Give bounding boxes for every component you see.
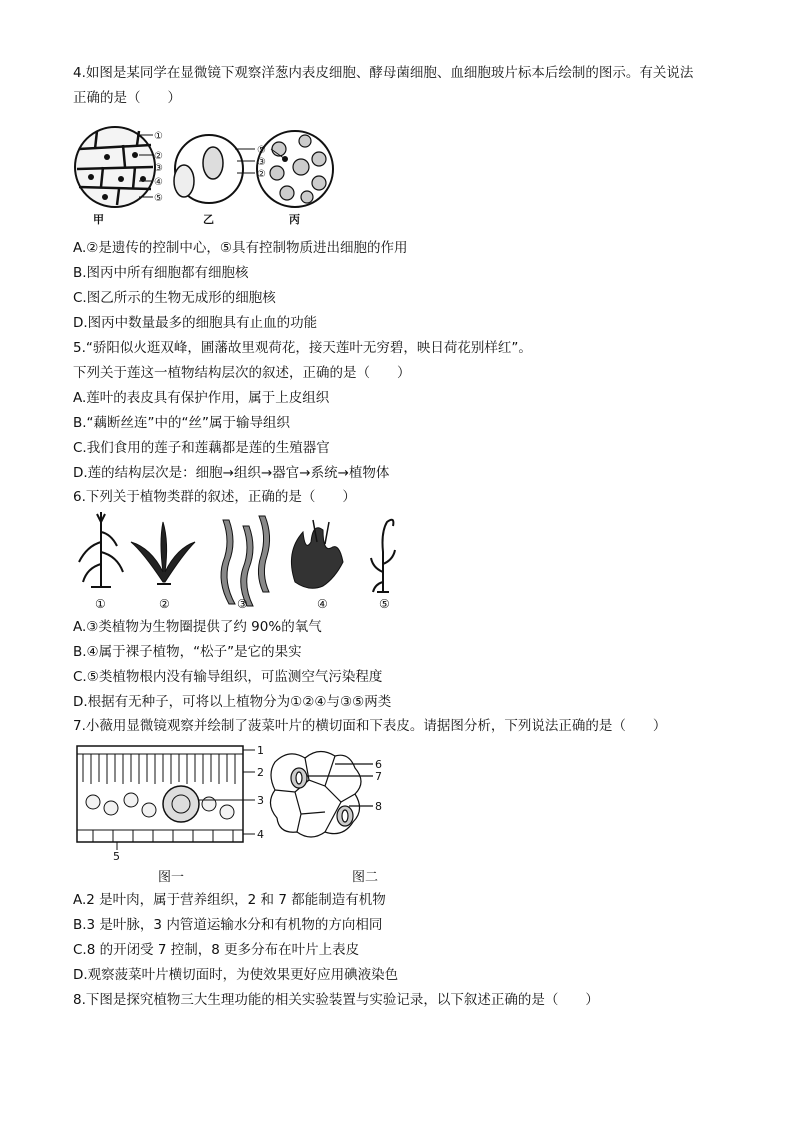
q7-leaf-figure: [73, 742, 413, 862]
q4-cell-figure: [73, 123, 343, 228]
moss-plant-icon: [291, 520, 343, 588]
q4-option-d: D.图丙中数量最多的细胞具有止血的功能: [73, 315, 318, 331]
leaf-lower-epidermis: [270, 751, 373, 837]
plant-label-5: ⑤: [379, 597, 390, 611]
q7-option-a: A.2 是叶肉，属于营养组织，2 和 7 都能制造有机物: [73, 892, 386, 908]
callout-right-2: ②: [257, 169, 266, 180]
q8-stem: 8.下图是探究植物三大生理功能的相关实验装置与实验记录，以下叙述正确的是（ ）: [73, 992, 599, 1008]
q6-option-a: A.③类植物为生物圈提供了约 90%的氧气: [73, 619, 322, 635]
fig1-number-4: 4: [257, 828, 264, 841]
callout-left-2: ②: [154, 151, 163, 162]
callout-left-4: ④: [154, 177, 163, 188]
callout-left-3: ③: [154, 163, 163, 174]
q5-stem-line2: 下列关于莲这一植物结构层次的叙述，正确的是（ ）: [73, 365, 411, 381]
q7-option-b: B.3 是叶脉，3 内管道运输水分和有机物的方向相同: [73, 917, 383, 933]
q4-stem-line1: 4.如图是某同学在显微镜下观察洋葱内表皮细胞、酵母菌细胞、血细胞玻片标本后绘制的图示。有关说法: [73, 65, 694, 81]
q6-option-c: C.⑤类植物根内没有输导组织，可监测空气污染程度: [73, 669, 383, 685]
plant-label-2: ②: [159, 597, 170, 611]
callout-left-5: ⑤: [154, 193, 163, 204]
q4-stem-line2: 正确的是（ ）: [73, 90, 181, 106]
q4-option-b: B.图丙中所有细胞都有细胞核: [73, 265, 249, 281]
q7-option-c: C.8 的开闭受 7 控制，8 更多分布在叶片上表皮: [73, 942, 360, 958]
q5-option-d: D.莲的结构层次是：细胞→组织→器官→系统→植物体: [73, 465, 390, 481]
plant-label-4: ④: [317, 597, 328, 611]
q6-option-d: D.根据有无种子，可将以上植物分为①②④与③⑤两类: [73, 694, 392, 710]
fig1-number-3: 3: [257, 794, 264, 807]
q7-stem: 7.小薇用显微镜观察并绘制了菠菜叶片的横切面和下表皮。请据图分析，下列说法正确的是（ ）: [73, 718, 667, 734]
callout-left-1: ①: [154, 131, 163, 142]
algae-strands-icon: [221, 516, 270, 606]
fig1-number-5: 5: [113, 850, 120, 862]
fig2-number-7: 7: [375, 770, 382, 783]
fig2-caption: 图二: [352, 870, 379, 885]
q7-option-d: D.观察菠菜叶片横切面时，为使效果更好应用碘液染色: [73, 967, 399, 983]
blood-cells-view: [257, 131, 333, 207]
q5-stem-line1: 5.“骄阳似火逛双峰，圃藩故里观荷花，接天莲叶无穷碧，映日荷花别样红”。: [73, 340, 532, 356]
q5-option-c: C.我们食用的莲子和莲藕都是莲的生殖器官: [73, 440, 330, 456]
callout-right-3: ③: [257, 157, 266, 168]
q6-plants-figure: [73, 512, 403, 612]
fig2-number-8: 8: [375, 800, 382, 813]
q5-option-a: A.莲叶的表皮具有保护作用，属于上皮组织: [73, 390, 330, 406]
yeast-cell-view: [174, 135, 243, 203]
corn-plant-icon: [79, 512, 123, 587]
q4-option-c: C.图乙所示的生物无成形的细胞核: [73, 290, 276, 306]
fig-label-yi: 乙: [203, 213, 214, 226]
fig-label-bing: 丙: [289, 213, 300, 226]
fern-plant-icon: [131, 522, 195, 584]
plant-label-1: ①: [95, 597, 106, 611]
q6-stem: 6.下列关于植物类群的叙述，正确的是（ ）: [73, 489, 356, 505]
callout-right-5: ⑤: [257, 145, 266, 156]
leaf-cross-section: [77, 746, 255, 850]
fig-label-jia: 甲: [93, 213, 104, 226]
fig1-number-1: 1: [257, 744, 264, 757]
q6-option-b: B.④属于裸子植物，“松子”是它的果实: [73, 644, 302, 660]
fig1-number-2: 2: [257, 766, 264, 779]
q4-option-a: A.②是遗传的控制中心，⑤具有控制物质进出细胞的作用: [73, 240, 408, 256]
q5-option-b: B.“藕断丝连”中的“丝”属于输导组织: [73, 415, 291, 431]
fig1-caption: 图一: [158, 870, 185, 885]
sporophyte-plant-icon: [371, 520, 395, 592]
plant-label-3: ③: [237, 597, 248, 611]
fig2-number-6: 6: [375, 758, 382, 771]
